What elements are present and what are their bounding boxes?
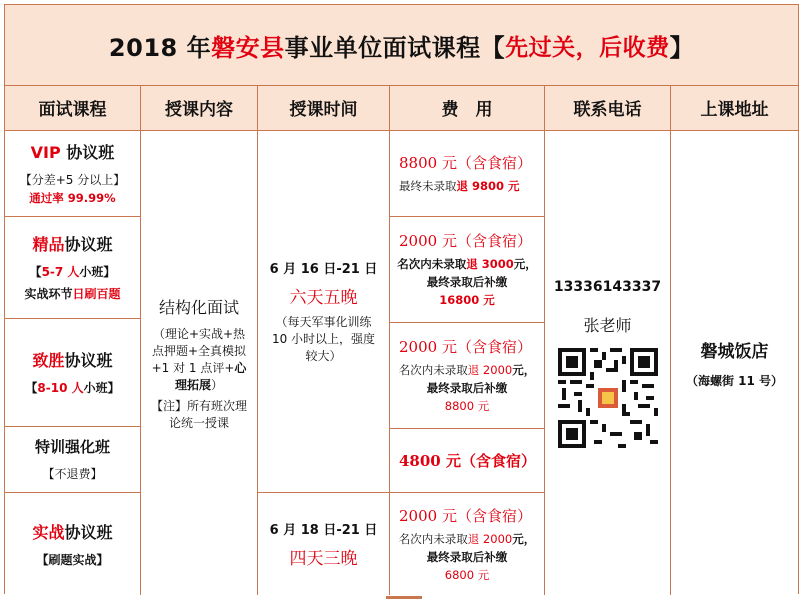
course-shizhan [5, 493, 141, 595]
course-zhisheng-name: 致胜协议班 [32, 351, 113, 370]
course-texun [5, 427, 141, 493]
content-note: 【注】所有班次理论统一授课 [150, 398, 247, 430]
title-main: 事业单位面试课程【 [284, 33, 506, 62]
fee-vip-note: 最终未录取退 9800 元 [399, 179, 520, 193]
course-zhisheng-size: 【8-10 人小班】 [25, 381, 120, 395]
address-street: （海螺街 11 号） [685, 374, 784, 388]
page-marker [386, 596, 422, 599]
course-texun-name: 特训强化班 [34, 438, 110, 456]
course-vip-rate: 通过率 99.99% [29, 191, 116, 205]
title-county: 磐安县 [211, 33, 285, 62]
fee-shizhan [390, 493, 545, 595]
contact-block [545, 131, 671, 595]
fee-zhisheng [390, 323, 545, 429]
fee-jingpin [390, 217, 545, 323]
fee-zhisheng-price: 2000 元（含食宿） [399, 338, 532, 356]
teaching-content [141, 131, 258, 595]
course-shizhan-name: 实战协议班 [32, 522, 113, 542]
header-fee: 费 用 [390, 85, 545, 131]
fee-vip [390, 131, 545, 217]
fee-jingpin-price: 2000 元（含食宿） [399, 232, 532, 250]
fee-shizhan-note: 名次内未录取退 2000元，最终录取后补缴 6800 元 [398, 531, 536, 582]
page-title [5, 5, 798, 86]
time2-label: 四天三晚 [289, 549, 358, 569]
fee-texun-price: 4800 元（含食宿） [399, 452, 536, 470]
course-shizhan-note: 【刷题实战】 [36, 552, 109, 567]
header-address: 上课地址 [671, 85, 798, 131]
course-jingpin-practice: 实战环节日刷百题 [24, 287, 121, 301]
address-place: 磐城饭店 [700, 342, 769, 362]
time1-note: （每天军事化训练 10 小时以上，强度较大） [271, 315, 376, 363]
time-block-1 [258, 131, 390, 493]
header-time: 授课时间 [258, 85, 390, 131]
time1-label: 六天五晚 [289, 288, 358, 308]
header-course: 面试课程 [5, 85, 141, 131]
fee-texun [390, 429, 545, 493]
time2-date: 6 月 18 日-21 日 [269, 523, 378, 538]
course-vip [5, 131, 141, 217]
contact-name: 张老师 [583, 315, 632, 335]
fee-zhisheng-note: 名次内未录取退 2000元，最终录取后补缴 8800 元 [398, 363, 536, 413]
content-title: 结构化面试 [158, 297, 239, 317]
course-zhisheng [5, 319, 141, 427]
contact-phone: 13336143337 [553, 278, 662, 295]
course-sheet [4, 4, 799, 594]
title-slogan: 先过关，后收费 [505, 33, 670, 61]
time-block-2 [258, 493, 390, 595]
course-texun-note: 【不退费】 [42, 467, 103, 481]
course-vip-name: VIP 协议班 [30, 143, 115, 162]
course-jingpin-size: 【5-7 人小班】 [29, 265, 116, 279]
course-vip-gap: 【分差+5 分以上】 [19, 173, 126, 187]
fee-vip-price: 8800 元（含食宿） [399, 154, 532, 172]
header-phone: 联系电话 [545, 85, 671, 131]
title-prefix: 2018 年 [108, 33, 212, 62]
course-jingpin [5, 217, 141, 319]
fee-jingpin-note: 名次内未录取退 3000元，最终录取后补缴 16800 元 [397, 257, 537, 307]
qr-code-icon[interactable] [558, 348, 658, 448]
course-jingpin-name: 精品协议班 [32, 235, 113, 254]
title-suffix: 】 [669, 33, 695, 62]
time1-date: 6 月 16 日-21 日 [269, 262, 378, 277]
header-content: 授课内容 [141, 85, 258, 131]
address-block [671, 131, 798, 595]
content-body: （理论+实战+热点押题+全真模拟+1 对 1 点评+心理拓展） [151, 326, 247, 392]
fee-shizhan-price: 2000 元（含食宿） [399, 506, 532, 525]
